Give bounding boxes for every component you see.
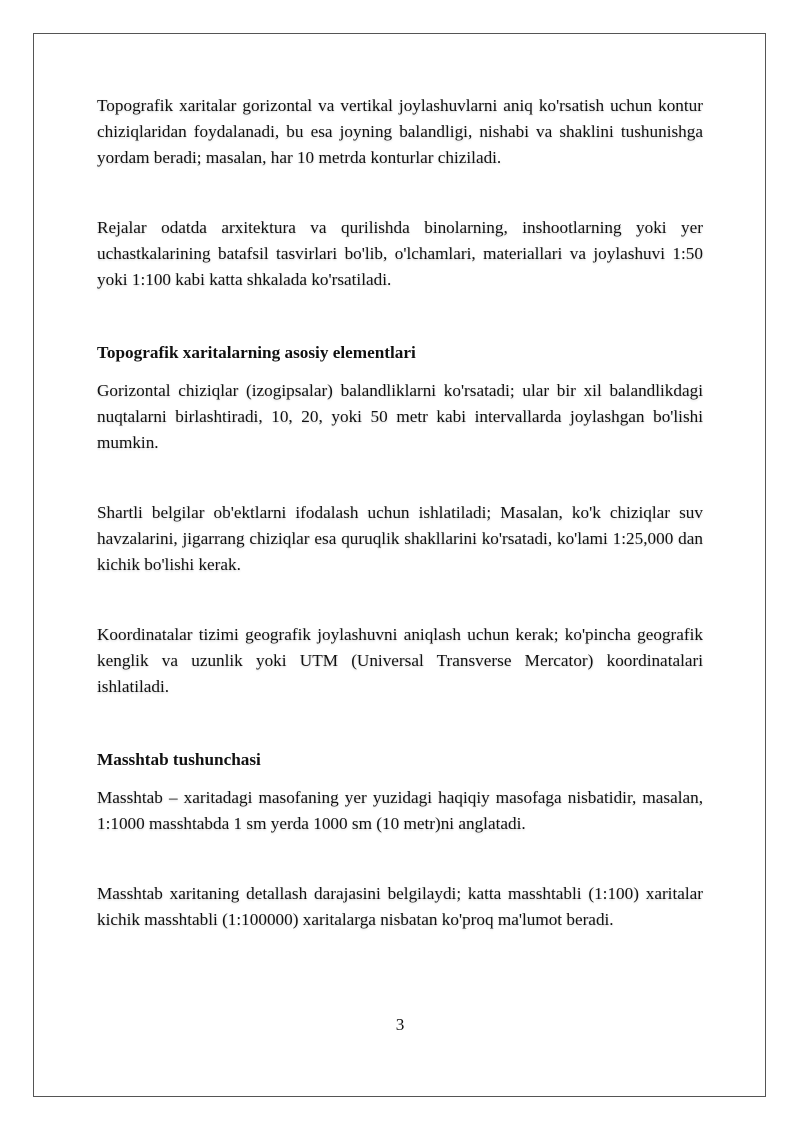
section-heading-elements: Topografik xaritalarning asosiy elementlari	[97, 343, 416, 362]
paragraph-coordinates: Koordinatalar tizimi geografik joylashuvni aniqlash uchun kerak; ko'pincha geografik kenglik va uzunlik yoki UTM (Universal Transverse Mercator) koordinatalari ishlatiladi.	[97, 625, 703, 696]
paragraph-scale-detail: Masshtab xaritaning detallash darajasini belgilaydi; katta masshtabli (1:100) xaritalar kichik masshtabli (1:100000) xaritalarga nisbatan ko'proq ma'lumot beradi.	[97, 884, 703, 929]
page-content	[97, 93, 703, 933]
section-heading-scale: Masshtab tushunchasi	[97, 750, 261, 769]
page-number: 3	[395, 1015, 405, 1034]
paragraph-plans: Rejalar odatda arxitektura va qurilishda binolarning, inshootlarning yoki yer uchastkalarining batafsil tasvirlari bo'lib, o'lchamlari, materiallari va joylashuvi 1:50 yoki 1:100 kabi katta shkalada ko'rsatiladi.	[97, 218, 703, 289]
paragraph-topographic-maps: Topografik xaritalar gorizontal va vertikal joylashuvlarni aniq ko'rsatish uchun kontur chiziqlaridan foydalanadi, bu esa joyning balandligi, nishabi va shaklini tushunishga yordam beradi; masalan, har 10 metrda konturlar chiziladi.	[97, 96, 703, 167]
paragraph-symbols: Shartli belgilar ob'ektlarni ifodalash uchun ishlatiladi; Masalan, ko'k chiziqlar suv havzalarini, jigarrang chiziqlar esa quruqlik shakllarini ko'rsatadi, ko'lami 1:25,000 dan kichik bo'lishi kerak.	[97, 503, 703, 574]
paragraph-contour-lines: Gorizontal chiziqlar (izogipsalar) balandliklarni ko'rsatadi; ular bir xil balandlikdagi nuqtalarni birlashtiradi, 10, 20, yoki 50 metr kabi intervallarda joylashgan bo'lishi mumkin.	[97, 381, 703, 452]
paragraph-scale-definition: Masshtab – xaritadagi masofaning yer yuzidagi haqiqiy masofaga nisbatidir, masalan, 1:1000 masshtabda 1 sm yerda 1000 sm (10 metr)ni anglatadi.	[97, 788, 703, 833]
